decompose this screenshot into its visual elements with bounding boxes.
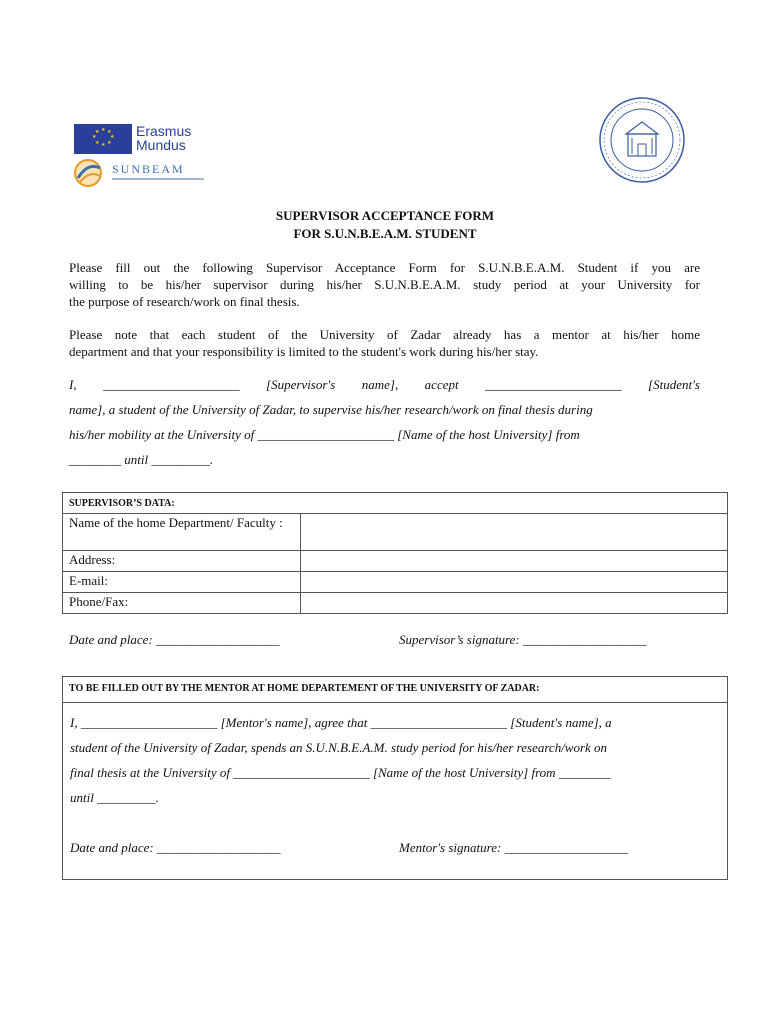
mentor-section — [62, 676, 728, 880]
sunbeam-wordmark: SUNBEAM — [112, 162, 185, 176]
phone-fax-field[interactable] — [301, 593, 728, 614]
phone-fax-label: Phone/Fax: — [63, 593, 301, 614]
mentor-date-place[interactable]: Date and place: ___________________ — [70, 840, 281, 855]
svg-text:★: ★ — [110, 134, 115, 140]
supervisor-signature[interactable]: Supervisor’s signature: ___________________ — [399, 632, 647, 647]
sunbeam-subline — [112, 178, 204, 180]
university-seal-icon — [598, 96, 686, 184]
mentor-statement-line[interactable]: until _________. — [70, 790, 159, 805]
svg-text:★: ★ — [101, 127, 106, 133]
supervisor-data-header: SUPERVISOR’S DATA: — [63, 493, 728, 514]
svg-text:★: ★ — [92, 134, 97, 140]
supervisor-statement-line-4 — [69, 452, 700, 468]
supervisor-statement-line-2 — [69, 402, 700, 418]
svg-text:★: ★ — [107, 129, 112, 135]
erasmus-wordmark: Erasmus Mundus — [136, 123, 192, 153]
department-field[interactable] — [301, 514, 728, 551]
statement-word: [Supervisor's — [266, 377, 336, 392]
address-label: Address: — [63, 551, 301, 572]
supervisor-date-place[interactable]: Date and place: ___________________ — [69, 632, 280, 647]
table-row — [63, 514, 728, 551]
statement-word: [Student's — [648, 377, 700, 392]
email-label: E-mail: — [63, 572, 301, 593]
sunbeam-logo — [70, 158, 210, 188]
intro-paragraph-2 — [69, 326, 700, 360]
svg-text:★: ★ — [95, 129, 100, 135]
statement-word: name], — [361, 377, 399, 392]
supervisor-statement-line-3 — [69, 427, 700, 443]
table-row — [63, 551, 728, 572]
text-line: department and that your responsibility is limited to the student's work during his/her stay. — [69, 344, 539, 359]
supervisor-statement-line-1 — [69, 377, 700, 393]
text-line: Please note that each student of the University of Zadar already has a mentor at his/her home — [69, 327, 700, 342]
intro-paragraph-1 — [69, 259, 700, 310]
eu-flag-icon — [74, 124, 132, 154]
svg-text:★: ★ — [101, 142, 106, 148]
address-field[interactable] — [301, 551, 728, 572]
text-line: willing to be his/her supervisor during his/her S.U.N.B.E.A.M. study period at your University for — [69, 277, 700, 292]
student-name-blank[interactable]: _____________________ — [485, 377, 622, 392]
mentor-statement-line[interactable]: final thesis at the University of _____________________ [Name of the host University] from ________ — [70, 765, 611, 780]
mentor-section-header: TO BE FILLED OUT BY THE MENTOR AT HOME DEPARTEMENT OF THE UNIVERSITY OF ZADAR: — [63, 677, 727, 703]
mentor-signature[interactable]: Mentor's signature: ___________________ — [399, 840, 629, 855]
mentor-statement-line: student of the University of Zadar, spends an S.U.N.B.E.A.M. study period for his/her research/work on — [70, 740, 608, 755]
email-field[interactable] — [301, 572, 728, 593]
statement-text: his/her mobility at the University of _____________________ [Name of the host University] from — [69, 427, 580, 442]
mentor-statement-line[interactable]: I, _____________________ [Mentor's name], agree that _____________________ [Student's name], a — [70, 715, 612, 730]
table-row — [63, 572, 728, 593]
text-line: the purpose of research/work on final thesis. — [69, 294, 300, 309]
supervisor-name-blank[interactable]: _____________________ — [103, 377, 240, 392]
statement-word: I, — [69, 377, 77, 392]
text-line: Please fill out the following Supervisor Acceptance Form for S.U.N.B.E.A.M. Student if you are — [69, 260, 700, 275]
form-subtitle: FOR S.U.N.B.E.A.M. STUDENT — [293, 226, 477, 241]
svg-text:★: ★ — [107, 140, 112, 146]
sunbeam-emblem-icon — [70, 158, 106, 188]
department-label: Name of the home Department/ Faculty : — [63, 514, 301, 551]
table-header-row — [63, 493, 728, 514]
erasmus-mundus-logo — [74, 124, 214, 154]
table-row — [63, 593, 728, 614]
form-title: SUPERVISOR ACCEPTANCE FORM — [275, 208, 495, 223]
svg-text:★: ★ — [95, 140, 100, 146]
statement-text: name], a student of the University of Zadar, to supervise his/her research/work on final thesis during — [69, 402, 593, 417]
statement-text: ________ until _________. — [69, 452, 214, 467]
statement-word: accept — [424, 377, 459, 392]
supervisor-data-table — [62, 492, 728, 614]
